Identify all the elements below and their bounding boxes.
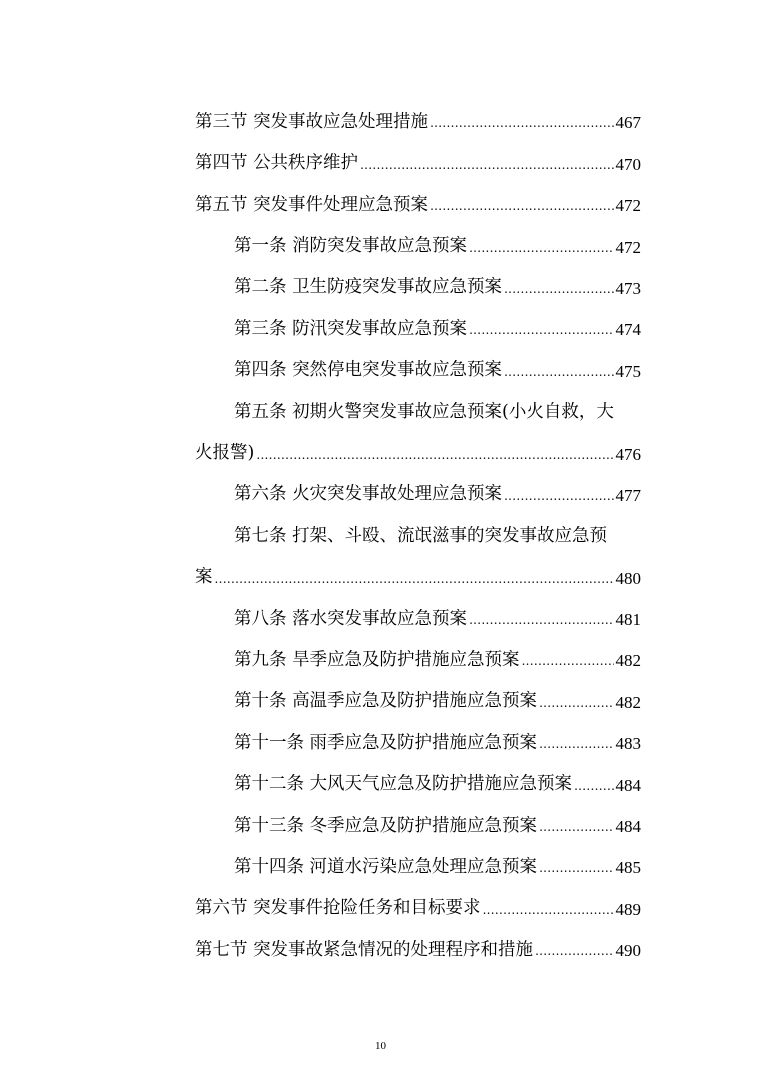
dot-leader [539, 731, 613, 748]
toc-entry-title: 第八条 落水突发事故应急预案 [234, 608, 468, 629]
toc-entry[interactable] [195, 918, 641, 959]
dot-leader [430, 193, 613, 210]
toc-entry-wrapped-line2[interactable] [195, 545, 641, 586]
dot-leader [256, 442, 613, 459]
toc-entry-title: 第三节 突发事故应急处理措施 [195, 111, 429, 132]
dot-leader [539, 855, 613, 872]
toc-entry-title: 第五节 突发事件处理应急预案 [195, 194, 429, 215]
toc-entry-page: 481 [615, 610, 641, 630]
toc-entry[interactable] [195, 131, 641, 172]
toc-entry[interactable] [195, 173, 641, 214]
toc-entry-title: 第九条 旱季应急及防护措施应急预案 [234, 649, 520, 670]
toc-entry-title: 第七节 突发事故紧急情况的处理程序和措施 [195, 939, 534, 960]
toc-entry-title-continued: 案 [195, 567, 213, 588]
toc-entry[interactable] [195, 297, 641, 338]
toc-entry-title: 第十条 高温季应急及防护措施应急预案 [234, 691, 538, 712]
toc-entry-page: 484 [615, 775, 641, 795]
toc-entry-page: 472 [615, 237, 641, 257]
toc-entry-title: 第二条 卫生防疫突发事故应急预案 [234, 277, 503, 298]
dot-leader [469, 235, 613, 252]
dot-leader [504, 359, 613, 376]
dot-leader [469, 607, 613, 624]
toc-entry-title: 第十四条 河道水污染应急处理应急预案 [234, 856, 538, 877]
toc-entry-title: 第四节 公共秩序维护 [195, 153, 359, 174]
toc-entry[interactable] [195, 711, 641, 752]
toc-entry-page: 482 [615, 651, 641, 671]
toc-entry[interactable] [195, 256, 641, 297]
dot-leader [574, 773, 613, 790]
toc-entry[interactable] [195, 90, 641, 131]
toc-entry-page: 476 [615, 444, 641, 464]
toc-entry-page: 467 [615, 113, 641, 133]
dot-leader [430, 110, 613, 127]
toc-entry-page: 475 [615, 361, 641, 381]
page-number: 10 [375, 1040, 386, 1052]
dot-leader [522, 648, 614, 665]
toc-entry-page: 490 [615, 941, 641, 961]
toc-entry-wrapped-line2[interactable] [195, 421, 641, 462]
toc-entry-page: 480 [615, 568, 641, 588]
dot-leader [504, 276, 613, 293]
dot-leader [469, 317, 613, 334]
dot-leader [539, 690, 613, 707]
toc-entry-title: 第六节 突发事件抢险任务和目标要求 [195, 898, 481, 919]
toc-entry-page: 483 [615, 734, 641, 754]
toc-entry-page: 477 [615, 485, 641, 505]
toc-entry-wrapped-line1[interactable] [195, 504, 641, 545]
dot-leader [483, 897, 614, 914]
toc-entry-page: 489 [615, 899, 641, 919]
toc-entry[interactable] [195, 876, 641, 917]
dot-leader [215, 566, 614, 583]
toc-entry[interactable] [195, 463, 641, 504]
toc-entry-page: 473 [615, 278, 641, 298]
dot-leader [504, 483, 613, 500]
table-of-contents [195, 90, 641, 959]
toc-entry-page: 484 [615, 817, 641, 837]
toc-entry[interactable] [195, 794, 641, 835]
toc-entry[interactable] [195, 669, 641, 710]
toc-entry-page: 482 [615, 692, 641, 712]
toc-entry-title: 第六条 火灾突发事故处理应急预案 [234, 484, 503, 505]
toc-entry-page: 485 [615, 858, 641, 878]
toc-entry-title: 第十二条 大风天气应急及防护措施应急预案 [234, 774, 573, 795]
toc-entry[interactable] [195, 835, 641, 876]
toc-entry-title: 第三条 防汛突发事故应急预案 [234, 318, 468, 339]
toc-entry-title: 第五条 初期火警突发事故应急预案(小火自救，大 [234, 401, 614, 422]
toc-entry-title-continued: 火报警) [195, 443, 255, 464]
toc-entry-title: 第十三条 冬季应急及防护措施应急预案 [234, 815, 538, 836]
toc-entry-page: 470 [615, 154, 641, 174]
toc-entry-title: 第四条 突然停电突发事故应急预案 [234, 360, 503, 381]
toc-entry-page: 472 [615, 196, 641, 216]
toc-entry[interactable] [195, 628, 641, 669]
dot-leader [539, 814, 613, 831]
toc-entry-title: 第七条 打架、斗殴、流氓滋事的突发事故应急预 [234, 525, 608, 546]
toc-entry[interactable] [195, 214, 641, 255]
toc-entry-wrapped-line1[interactable] [195, 380, 641, 421]
toc-entry[interactable] [195, 587, 641, 628]
dot-leader [535, 938, 613, 955]
toc-entry-title: 第十一条 雨季应急及防护措施应急预案 [234, 732, 538, 753]
dot-leader [360, 152, 613, 169]
toc-entry-page: 474 [615, 320, 641, 340]
toc-entry-title: 第一条 消防突发事故应急预案 [234, 236, 468, 257]
toc-entry[interactable] [195, 752, 641, 793]
toc-entry[interactable] [195, 338, 641, 379]
